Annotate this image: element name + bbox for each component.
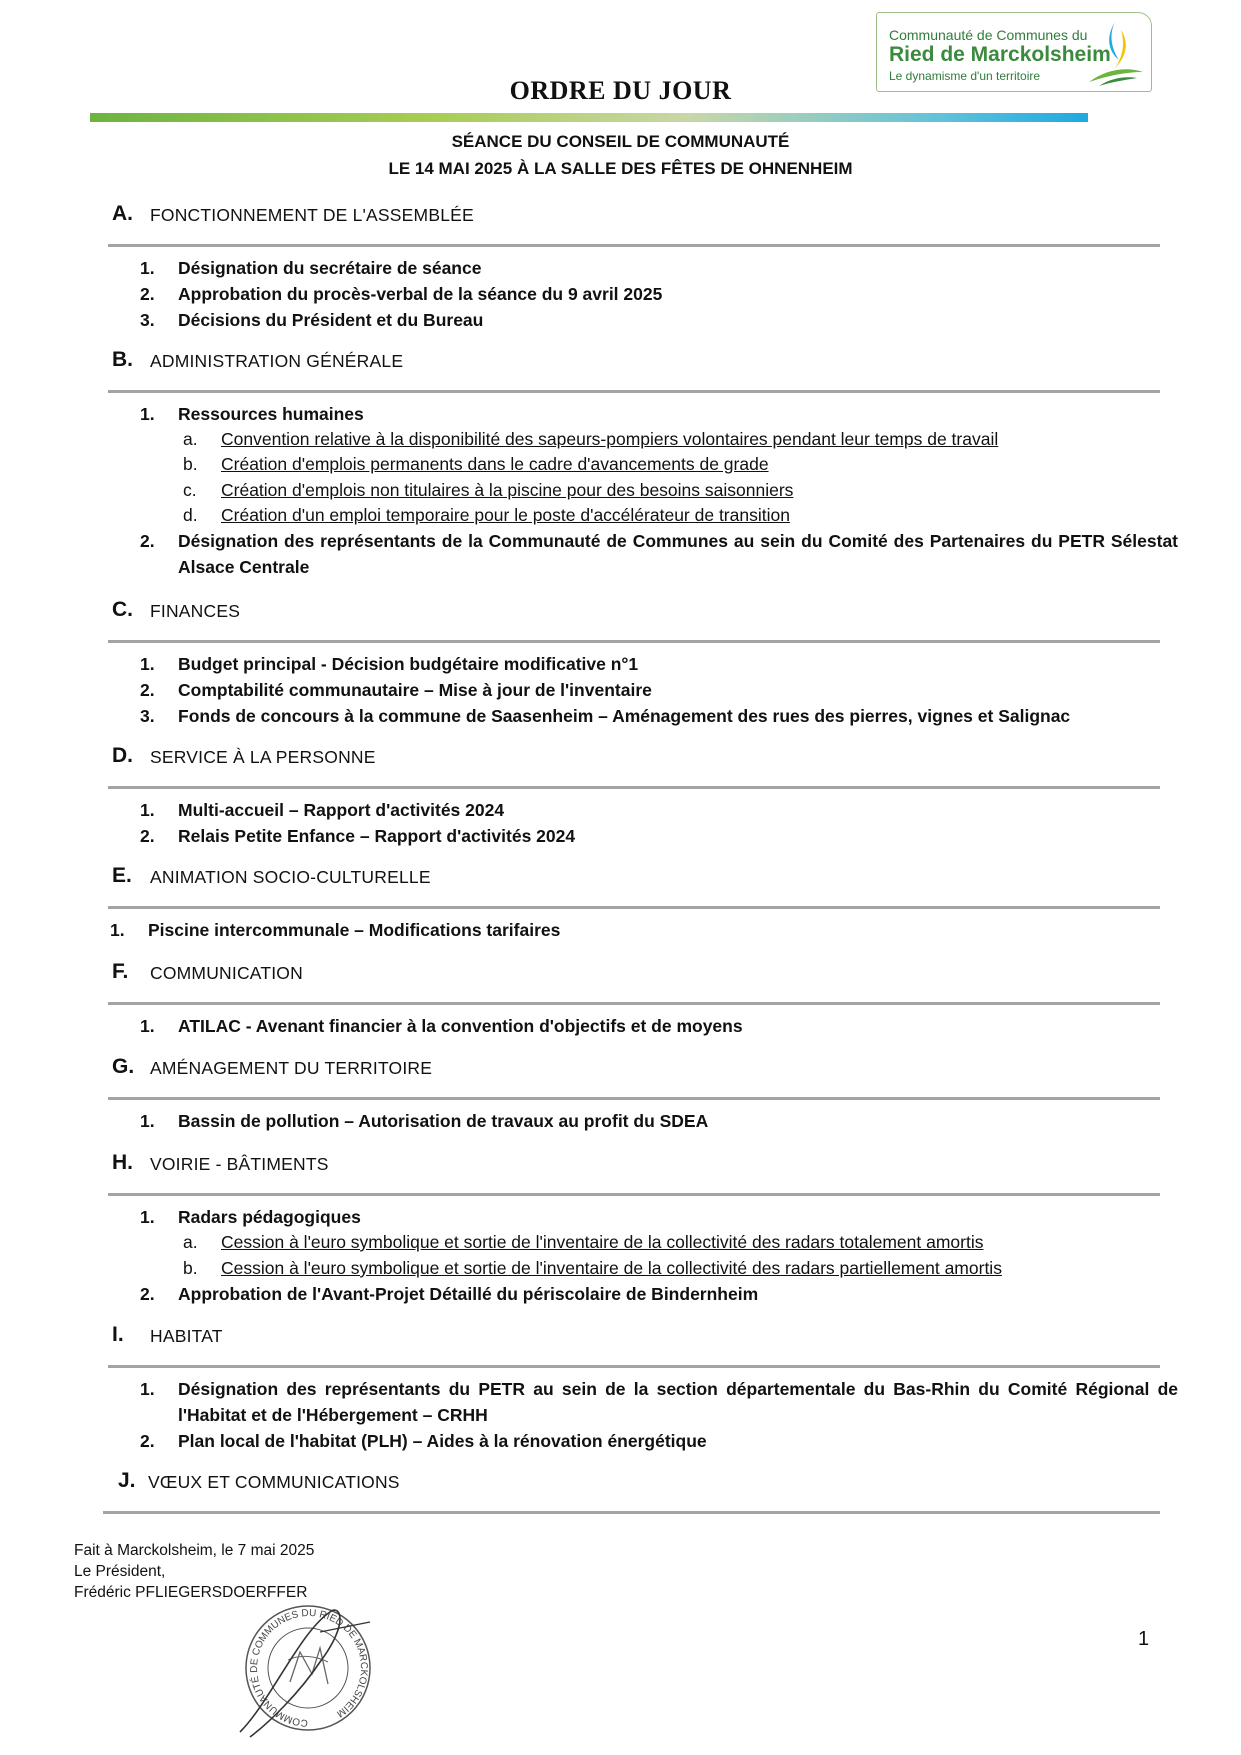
item-text: Désignation des représentants du PETR au sein de la section départementale du Bas-Rhin du Comité Régional de l'Habitat et de l'Hébergement – CRHH [178,1379,1178,1425]
item-number: 3. [140,310,155,330]
item-number: 1. [140,1111,155,1131]
section-letter: A. [112,202,133,225]
item-number: 3. [140,706,155,726]
subitem-letter: a. [183,1232,198,1252]
item-text: Comptabilité communautaire – Mise à jour de l'inventaire [178,680,652,700]
section-divider [108,1097,1160,1100]
section-title: COMMUNICATION [150,963,303,983]
section-divider [103,1511,1160,1514]
footer-signatory: Frédéric PFLIEGERSDOERFFER [74,1584,308,1601]
item-number: 2. [140,1284,155,1304]
logo-line-2: Ried de Marckolsheim [889,43,1111,66]
section-title: SERVICE À LA PERSONNE [150,747,376,767]
item-number: 2. [140,1431,155,1451]
item-text: Plan local de l'habitat (PLH) – Aides à la rénovation énergétique [178,1431,707,1451]
section-title: ANIMATION SOCIO-CULTURELLE [150,867,431,887]
section-title: VŒUX ET COMMUNICATIONS [148,1472,400,1492]
item-text: Piscine intercommunale – Modifications tarifaires [148,920,561,940]
item-text: Fonds de concours à la commune de Saasenheim – Aménagement des rues des pierres, vignes et Salignac [178,706,1071,726]
item-text: Approbation du procès-verbal de la séance du 9 avril 2025 [178,284,663,304]
item-text: Désignation des représentants de la Communauté de Communes au sein du Comité des Partenaires du PETR Sélestat Alsace Centrale [178,531,1178,577]
section-title: AMÉNAGEMENT DU TERRITOIRE [150,1058,433,1078]
subitem-text: Création d'emplois permanents dans le cadre d'avancements de grade [221,454,769,474]
item-number: 1. [140,800,155,820]
subitem-letter: b. [183,1258,198,1278]
session-subtitle: SÉANCE DU CONSEIL DE COMMUNAUTÉ [451,132,790,151]
section-letter: D. [112,744,133,767]
item-text: Désignation du secrétaire de séance [178,258,482,278]
section-divider [108,640,1160,643]
section-title: VOIRIE - BÂTIMENTS [150,1154,329,1174]
item-text: Radars pédagogiques [178,1207,361,1227]
subitem-text: Création d'emplois non titulaires à la piscine pour des besoins saisonniers [221,480,794,500]
subitem-text: Convention relative à la disponibilité des sapeurs-pompiers volontaires pendant leur temps de travail [221,429,999,449]
item-number: 2. [140,531,155,551]
subitem-text: Cession à l'euro symbolique et sortie de l'inventaire de la collectivité des radars partiellement amortis [221,1258,1002,1278]
page-title: ORDRE DU JOUR [509,76,732,105]
section-divider [108,244,1160,247]
item-number: 1. [140,1207,155,1227]
section-letter: F. [112,960,129,983]
item-text: Relais Petite Enfance – Rapport d'activités 2024 [178,826,576,846]
section-letter: H. [112,1151,133,1174]
section-title: FONCTIONNEMENT DE L'ASSEMBLÉE [150,205,474,225]
section-letter: B. [112,348,133,371]
item-number: 1. [140,1379,155,1399]
item-number: 1. [140,1016,155,1036]
stamp-text: COMMUNAUTÉ DE COMMUNES DU RIED DE MARCKOLSHEIM [248,1607,370,1729]
session-date-location: LE 14 MAI 2025 À LA SALLE DES FÊTES DE OHNENHEIM [388,159,853,178]
section-title: ADMINISTRATION GÉNÉRALE [150,351,404,371]
item-text: Budget principal - Décision budgétaire modificative n°1 [178,654,639,674]
item-text: Multi-accueil – Rapport d'activités 2024 [178,800,505,820]
section-letter: E. [112,864,132,887]
logo-line-1: Communauté de Communes du [889,27,1088,43]
section-letter: C. [112,598,133,621]
subitem-letter: c. [183,480,197,500]
section-divider [108,390,1160,393]
subitem-letter: d. [183,505,198,525]
logo-tagline: Le dynamisme d'un territoire [889,69,1041,83]
page-number: 1 [1138,1628,1150,1650]
item-number: 2. [140,284,155,304]
section-divider [108,786,1160,789]
section-letter: G. [112,1055,135,1078]
section-title: HABITAT [150,1326,223,1346]
section-title: FINANCES [150,601,241,621]
item-number: 1. [140,654,155,674]
item-number: 2. [140,680,155,700]
item-text: Ressources humaines [178,404,364,424]
item-text: Bassin de pollution – Autorisation de travaux au profit du SDEA [178,1111,709,1131]
item-number: 1. [140,404,155,424]
footer-place-date: Fait à Marckolsheim, le 7 mai 2025 [74,1542,315,1559]
subitem-text: Cession à l'euro symbolique et sortie de l'inventaire de la collectivité des radars totalement amortis [221,1232,984,1252]
item-number: 2. [140,826,155,846]
title-gradient-bar [90,113,1088,122]
item-text: Approbation de l'Avant-Projet Détaillé du périscolaire de Bindernheim [178,1284,759,1304]
item-text: Décisions du Président et du Bureau [178,310,484,330]
section-divider [108,1193,1160,1196]
section-divider [108,1365,1160,1368]
item-text: ATILAC - Avenant financier à la convention d'objectifs et de moyens [178,1016,743,1036]
section-divider [108,1002,1160,1005]
official-stamp-signature [230,1592,390,1742]
section-letter: I. [112,1323,124,1346]
subitem-letter: b. [183,454,198,474]
subitem-letter: a. [183,429,198,449]
item-number: 1. [110,920,125,940]
section-letter: J. [118,1469,136,1492]
subitem-text: Création d'un emploi temporaire pour le poste d'accélérateur de transition [221,505,790,525]
item-number: 1. [140,258,155,278]
footer-role: Le Président, [74,1563,166,1580]
section-divider [108,906,1160,909]
